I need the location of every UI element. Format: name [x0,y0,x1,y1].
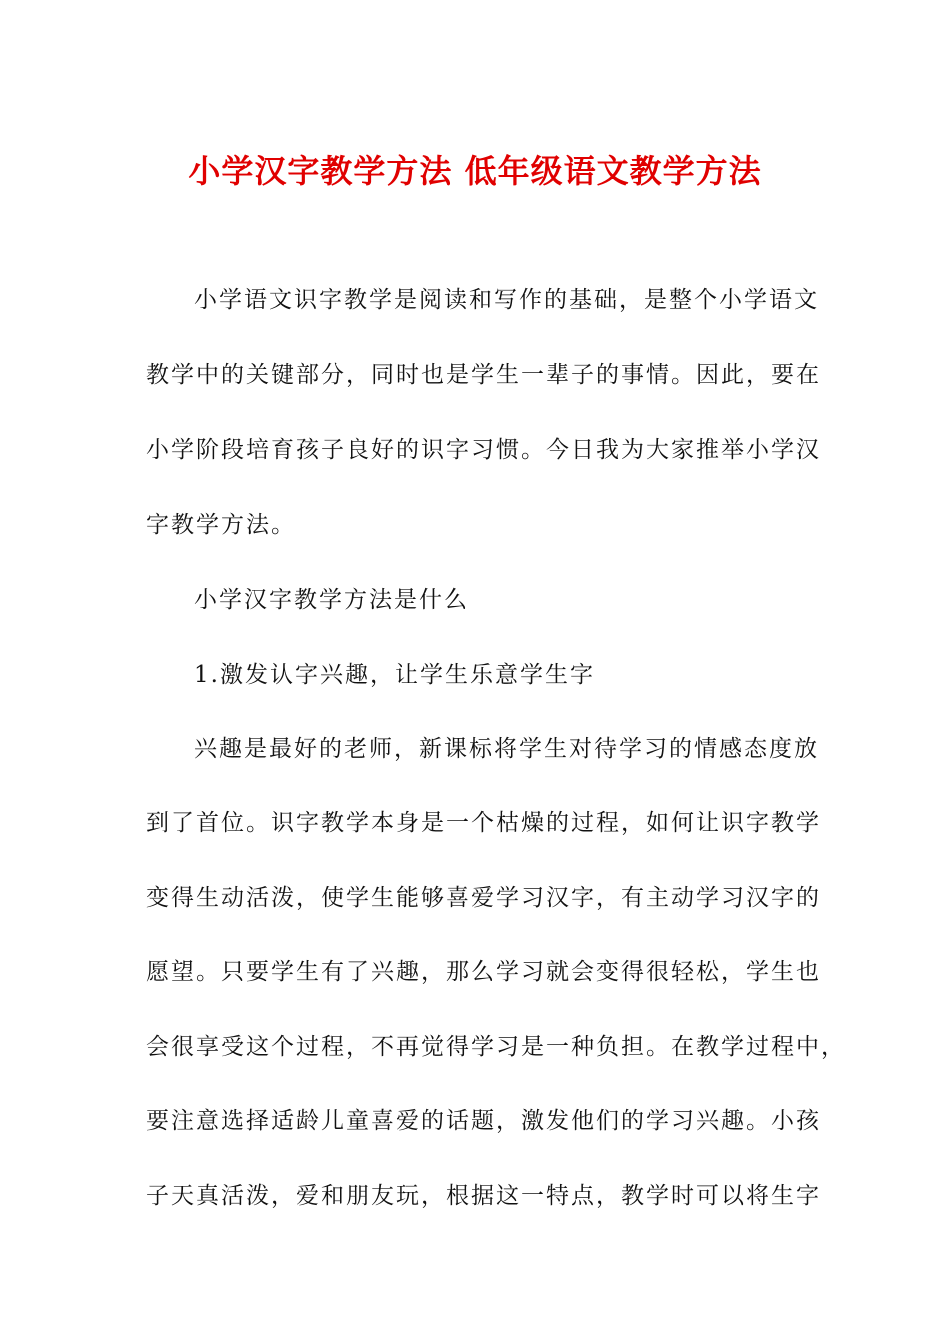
paragraph-line: 教学中的关键部分，同时也是学生一辈子的事情。因此，要在 [146,362,821,388]
paragraph-line: 兴趣是最好的老师，新课标将学生对待学习的情感态度放 [194,736,819,762]
paragraph-line: 子天真活泼，爱和朋友玩，根据这一特点，教学时可以将生字 [146,1183,821,1209]
paragraph-line: 小学阶段培育孩子良好的识字习惯。今日我为大家推举小学汉 [146,437,821,463]
paragraph-line: 要注意选择适龄儿童喜爱的话题，激发他们的学习兴趣。小孩 [146,1108,821,1134]
paragraph-line: 到了首位。识字教学本身是一个枯燥的过程，如何让识字教学 [146,810,821,836]
paragraph-line: 愿望。只要学生有了兴趣，那么学习就会变得很轻松，学生也 [146,959,821,985]
paragraph-line: 字教学方法。 [146,512,296,538]
paragraph-line: 会很享受这个过程，不再觉得学习是一种负担。在教学过程中， [146,1034,846,1060]
subsection-heading: 1.激发认字兴趣，让学生乐意学生字 [194,662,595,688]
document-title: 小学汉字教学方法 低年级语文教学方法 [188,152,762,190]
paragraph-line: 小学语文识字教学是阅读和写作的基础，是整个小学语文 [194,287,819,313]
paragraph-line: 变得生动活泼，使学生能够喜爱学习汉字，有主动学习汉字的 [146,885,821,911]
section-heading: 小学汉字教学方法是什么 [194,587,469,613]
